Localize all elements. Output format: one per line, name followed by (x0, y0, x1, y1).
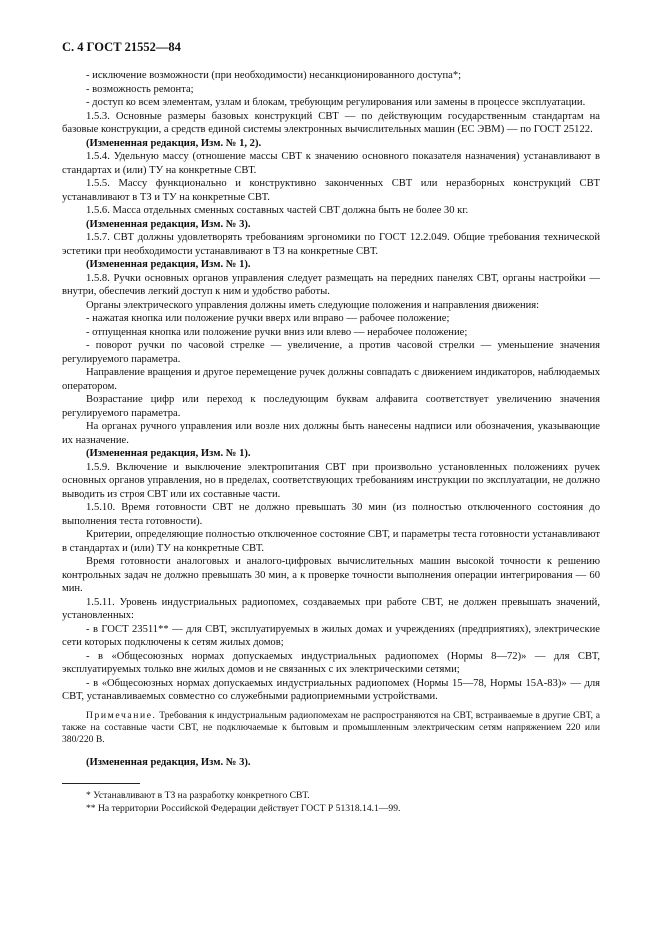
paragraph: - поворот ручки по часовой стрелке — увеличение, а против часовой стрелки — уменьшение значения регулируемого параметра. (62, 340, 600, 365)
paragraph: 1.5.6. Масса отдельных сменных составных частей СВТ должна быть не более 30 кг. (86, 205, 469, 216)
paragraph: Направление вращения и другое перемещение ручек должны совпадать с движением индикаторов, наблюдаемых оператором. (62, 367, 600, 392)
paragraph: Время готовности аналоговых и аналого-цифровых вычислительных машин высокой точности к решению контрольных задач не должно превышать 30 мин, а к проверке точности выполнения операции интегрирования — 60 мин. (62, 556, 600, 594)
paragraph: 1.5.3. Основные размеры базовых конструкций СВТ — по действующим государственным стандартам на базовые конструкции, а средств единой системы электронных вычислительных машин (ЕС ЭВМ) — по ГОСТ 25122. (62, 110, 600, 135)
amendment-note: (Измененная редакция, Изм. № 1). (86, 259, 251, 270)
paragraph: - исключение возможности (при необходимости) несанкционированного доступа*; (86, 70, 462, 81)
paragraph: На органах ручного управления или возле них должны быть нанесены надписи или обозначения, указывающие их назначение. (62, 421, 600, 446)
paragraph: 1.5.8. Ручки основных органов управления следует размещать на передних панелях СВТ, органы настройки — внутри, обеспечив легкий доступ к ним и удобство работы. (62, 272, 600, 297)
page-header: С. 4 ГОСТ 21552—84 (62, 40, 181, 54)
footnote: * Устанавливают в ТЗ на разработку конкретного СВТ. (86, 790, 310, 801)
paragraph: 1.5.9. Включение и выключение электропитания СВТ при произвольно установленных положениях ручек основных органов управления, но в пределах, соответствующих требованиям инструкции по эксплуатации, не должно выводить из строя СВТ или их составные части. (62, 461, 600, 500)
note-text: Требования к индустриальным радиопомехам не распространяются на СВТ, встраиваемые в другие СВТ, а также на составные части СВТ, не подключаемые к бытовым и промышленным электрическим сетям напряжением 220 или 380/220 В. (62, 709, 600, 745)
document-page (62, 40, 600, 815)
paragraph: - отпущенная кнопка или положение ручки вниз или влево — нерабочее положение; (86, 326, 468, 338)
paragraph: - нажатая кнопка или положение ручки вверх или вправо — рабочее положение; (86, 313, 450, 324)
paragraph: Критерии, определяющие полностью отключенное состояние СВТ, и параметры теста готовности устанавливают в стандартах и (или) ТУ на конкретные СВТ. (62, 529, 600, 554)
document-body (62, 69, 600, 704)
paragraph: - доступ ко всем элементам, узлам и блокам, требующим регулирования или замены в процессе эксплуатации. (86, 97, 586, 108)
paragraph: - в ГОСТ 23511** — для СВТ, эксплуатируемых в жилых домах и учреждениях (предприятиях), электрические сети которых подключены к сетям жилых домов; (62, 623, 600, 648)
paragraph: - возможность ремонта; (86, 83, 194, 95)
paragraph: Органы электрического управления должны иметь следующие положения и направления движения: (86, 299, 540, 311)
amendment-note: (Измененная редакция, Изм. № 3). (86, 218, 251, 230)
paragraph: - в «Общесоюзных нормах допускаемых индустриальных радиопомех (Нормы 8—72)» — для СВТ, эксплуатируемых только вне жилых домов и не связанных с их электрическими сетями; (62, 650, 600, 675)
paragraph: 1.5.7. СВТ должны удовлетворять требованиям эргономики по ГОСТ 12.2.049. Общие требования технической эстетики при необходимости устанавливают в ТЗ на конкретные СВТ. (62, 232, 600, 257)
amendment-note: (Измененная редакция, Изм. № 3). (86, 756, 251, 768)
note-label: Примечание. (86, 709, 157, 721)
paragraph: 1.5.10. Время готовности СВТ не должно превышать 30 мин (из полностью отключенного состояния до выполнения теста готовности). (62, 502, 600, 527)
footnote: ** На территории Российской Федерации действует ГОСТ Р 51318.14.1—99. (86, 802, 401, 814)
amendment-note: (Измененная редакция, Изм. № 1, 2). (86, 137, 262, 149)
amendment-note: (Измененная редакция, Изм. № 1). (86, 448, 251, 459)
note (62, 710, 600, 746)
footnote-divider (62, 783, 140, 784)
paragraph: 1.5.5. Массу функционально и конструктивно законченных СВТ или неразборных конструкций СВТ устанавливают в ТЗ и ТУ на конкретные СВТ. (62, 178, 600, 203)
paragraph: Возрастание цифр или переход к последующим буквам алфавита соответствует увеличению значения регулируемого параметра. (62, 394, 600, 419)
paragraph: 1.5.11. Уровень индустриальных радиопомех, создаваемых при работе СВТ, не должен превышать значений, установленных: (62, 596, 600, 621)
paragraph: 1.5.4. Удельную массу (отношение массы СВТ к значению основного показателя назначения) устанавливают в стандартах и (или) ТУ на конкретные СВТ. (62, 151, 600, 176)
paragraph: - в «Общесоюзных нормах допускаемых индустриальных радиопомех (Нормы 15—78, Нормы 15А-83)» — для СВТ, устанавливаемых совместно со служебными радиоприемными устройствами. (62, 677, 600, 702)
